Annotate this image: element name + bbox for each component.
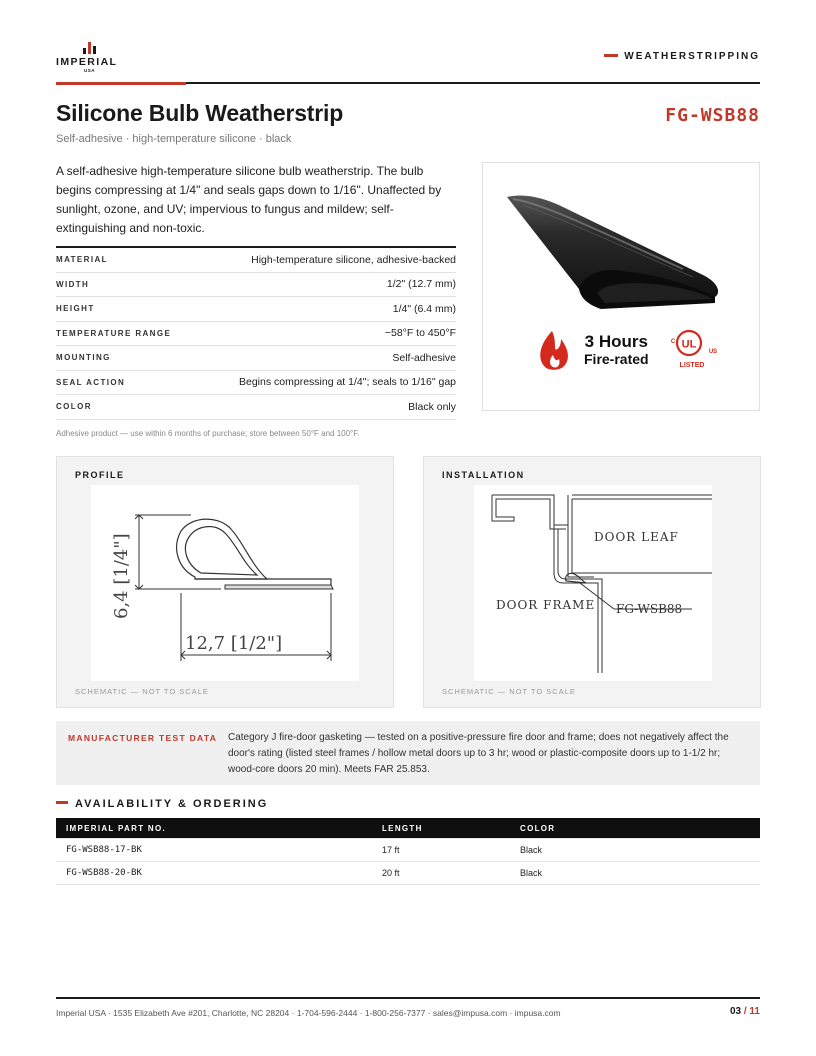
page-header: [56, 40, 760, 84]
imperial-logo: [56, 40, 128, 74]
profile-title: PROFILE: [75, 470, 125, 480]
spec-row: [56, 297, 456, 322]
table-row: [56, 861, 760, 884]
product-title: Silicone Bulb Weatherstrip: [56, 100, 344, 126]
installation-schematic: [474, 485, 712, 681]
door-frame-label: DOOR FRAME: [496, 598, 596, 612]
part-number: FG-WSB88-20-BK: [66, 868, 142, 878]
test-data-text: Category J fire-door gasketing — tested on a positive-pressure fire door and frame; does not negatively affect the door's rating (listed steel frames / hollow metal doors up to 3 hr; wood or plastic-composite doors up to 1-1/2 hr; wood-core doors 20 min). Meets FAR 25.853.: [228, 732, 729, 775]
spec-label: WIDTH: [56, 279, 90, 289]
ordering-table: [56, 818, 760, 885]
section-tag: WEATHERSTRIPPING: [604, 51, 760, 62]
weatherstrip-photo: [483, 163, 761, 412]
spec-table: [56, 246, 456, 420]
spec-row: [56, 273, 456, 298]
installation-footnote: SCHEMATIC — NOT TO SCALE: [442, 687, 576, 696]
logo-wordmark: IMPERIAL: [56, 56, 118, 68]
col-length: LENGTH: [382, 823, 423, 833]
spec-label: MATERIAL: [56, 255, 108, 265]
installation-panel: [423, 456, 761, 708]
installation-title: INSTALLATION: [442, 470, 525, 480]
spec-row: [56, 248, 456, 273]
footer-contact: Imperial USA · 1535 Elizabeth Ave #201, Charlotte, NC 28204 · 1-704-596-2444 · 1-800-256-7377 · sales@impusa.com · impusa.com: [56, 1008, 561, 1018]
table-row: [56, 838, 760, 861]
ul-listed: LISTED: [679, 362, 705, 369]
spec-label: TEMPERATURE RANGE: [56, 328, 172, 338]
part-number: FG-WSB88-17-BK: [66, 845, 142, 855]
ul-listed-icon: [671, 331, 717, 369]
length: 17 ft: [382, 845, 400, 855]
page-sep: /: [741, 1006, 750, 1017]
spec-label: HEIGHT: [56, 304, 95, 314]
fire-rating-label: Fire-rated: [584, 351, 649, 367]
ul-mark: UL: [681, 338, 697, 351]
spec-label: COLOR: [56, 402, 92, 412]
profile-panel: [56, 456, 394, 708]
product-description: A self-adhesive high-temperature silicone bulb weatherstrip. The bulb begins compressing at 1/4" and seals gaps down to 1/16". Unaffected by sunlight, ozone, and UV; impervious to fungus and mildew; self-extinguishing and non-toxic.: [56, 164, 442, 235]
product-sku: FG-WSB88: [665, 105, 760, 126]
spec-label: SEAL ACTION: [56, 377, 126, 387]
color: Black: [520, 845, 543, 855]
page-total: 11: [749, 1006, 760, 1017]
ordering-title: AVAILABILITY & ORDERING: [56, 798, 268, 810]
spec-row: [56, 322, 456, 347]
page-number: [730, 1006, 760, 1017]
footer-rule: [56, 997, 760, 999]
product-image-panel: [482, 162, 760, 411]
spec-value: Begins compressing at 1/4"; seals to 1/16" gap: [239, 376, 456, 389]
profile-footnote: SCHEMATIC — NOT TO SCALE: [75, 687, 209, 696]
product-subtitle: Self-adhesive · high-temperature silicone · black: [56, 133, 292, 145]
spec-value: 1/2" (12.7 mm): [386, 278, 456, 291]
spec-label: MOUNTING: [56, 353, 111, 363]
test-data-band: [56, 721, 760, 785]
spec-row: [56, 395, 456, 420]
profile-schematic: [91, 485, 359, 681]
spec-row: [56, 371, 456, 396]
door-leaf-label: DOOR LEAF: [594, 530, 679, 544]
flame-icon: [540, 331, 568, 370]
ordering-header-row: [56, 818, 760, 838]
logo-subtext: USA: [84, 68, 96, 73]
header-rule-accent: [56, 82, 186, 85]
profile-height-dim: 6,4 [1/4"]: [111, 533, 132, 619]
spec-value: High-temperature silicone, adhesive-backed: [251, 253, 456, 266]
length: 20 ft: [382, 868, 400, 878]
profile-drawing: [91, 485, 359, 681]
page-current: 03: [729, 1006, 742, 1017]
spec-row: [56, 346, 456, 371]
spec-value: Black only: [408, 400, 456, 413]
logo-bars-icon: [83, 42, 99, 54]
profile-width-dim: 12,7 [1/2"]: [185, 633, 283, 654]
installation-drawing: [474, 485, 712, 681]
ul-us: US: [708, 349, 718, 355]
fire-rating-hours: 3 Hours: [584, 332, 648, 351]
ul-c: C: [670, 339, 676, 345]
spec-value: Self-adhesive: [392, 351, 456, 364]
spec-value: −58°F to 450°F: [384, 327, 456, 340]
fire-rating-badge: [584, 333, 649, 367]
seal-callout: FG-WSB88: [616, 602, 683, 616]
col-part-no: IMPERIAL PART NO.: [66, 823, 167, 833]
col-color: COLOR: [520, 823, 556, 833]
color: Black: [520, 868, 543, 878]
storage-note: Adhesive product — use within 6 months of purchase; store between 50°F and 100°F.: [56, 429, 360, 438]
test-data-label: MANUFACTURER TEST DATA: [68, 733, 218, 743]
spec-value: 1/4" (6.4 mm): [392, 302, 456, 315]
